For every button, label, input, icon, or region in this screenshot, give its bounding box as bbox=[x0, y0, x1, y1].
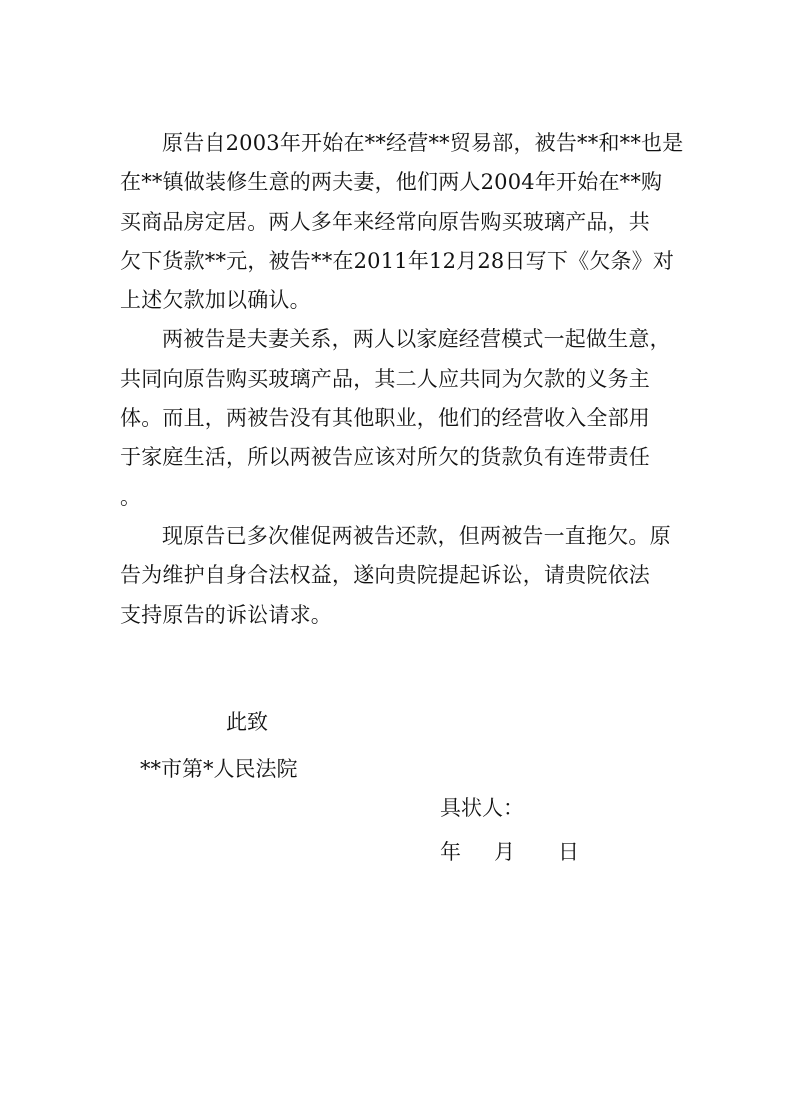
paragraph-line: 告为维护自身合法权益，遂向贵院提起诉讼，请贵院依法 bbox=[120, 563, 650, 588]
paragraph-line: 欠下货款**元，被告**在2011年12月28日写下《欠条》对 bbox=[120, 248, 675, 273]
paragraph-line: 原告自2003年开始在**经营**贸易部，被告**和**也是 bbox=[162, 131, 684, 155]
paragraph-line: 支持原告的诉讼请求。 bbox=[120, 602, 332, 627]
closing-salutation: 此致 bbox=[226, 710, 268, 734]
signer-label: 具状人： bbox=[440, 796, 524, 820]
paragraph-line: 。 bbox=[120, 484, 142, 509]
year-label: 年 bbox=[440, 840, 461, 864]
month-label: 月 bbox=[494, 840, 515, 864]
addressee-court: **市第*人民法院 bbox=[140, 757, 298, 781]
paragraph-line: 在**镇做装修生意的两夫妻，他们两人2004年开始在**购 bbox=[120, 170, 663, 195]
paragraph-2 bbox=[120, 320, 674, 516]
paragraph-line: 现原告已多次催促两被告还款，但两被告一直拖欠。原 bbox=[162, 523, 671, 548]
paragraph-line: 于家庭生活，所以两被告应该对所欠的货款负有连带责任 bbox=[120, 445, 650, 470]
paragraph-1 bbox=[120, 124, 684, 320]
complaint-body bbox=[120, 124, 684, 635]
paragraph-3 bbox=[120, 517, 674, 635]
paragraph-line: 买商品房定居。两人多年来经常向原告购买玻璃产品，共 bbox=[120, 209, 650, 234]
day-label: 日 bbox=[558, 840, 579, 864]
paragraph-line: 共同向原告购买玻璃产品，其二人应共同为欠款的义务主 bbox=[120, 366, 650, 391]
paragraph-line: 两被告是夫妻关系，两人以家庭经营模式一起做生意， bbox=[162, 327, 671, 352]
paragraph-line: 上述欠款加以确认。 bbox=[120, 288, 311, 313]
paragraph-line: 体。而且，两被告没有其他职业，他们的经营收入全部用 bbox=[120, 406, 650, 431]
